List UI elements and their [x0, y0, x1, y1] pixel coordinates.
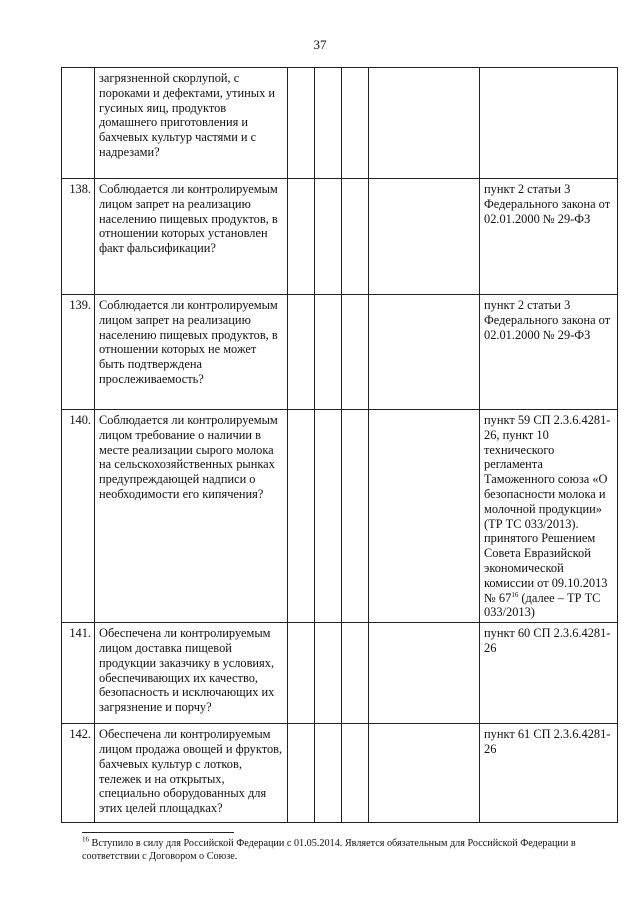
answer-cell-no — [315, 724, 342, 823]
row-number: 140. — [62, 410, 95, 623]
table-row — [62, 623, 618, 724]
row-number: 138. — [62, 179, 95, 295]
note-cell — [369, 623, 480, 724]
row-number: 142. — [62, 724, 95, 823]
answer-cell-no — [315, 410, 342, 623]
answer-cell-na — [342, 179, 369, 295]
footnote-text: Вступило в силу для Российской Федерации с 01.05.2014. Является обязательным для Российской Федерации в соответствии с Договором о Союзе. — [82, 838, 576, 862]
answer-cell-yes — [288, 179, 315, 295]
note-cell — [369, 410, 480, 623]
footnote-divider — [82, 832, 234, 833]
note-cell — [369, 68, 480, 179]
requirement-question: загрязненной скорлупой, с пороками и дефектами, утиных и гусиных яиц, продуктов домашнего приготовления и бахчевых культур частями и с надрезами? — [95, 68, 288, 179]
legal-reference-tail: (далее – ТР ТС 033/2013) — [484, 590, 601, 620]
page-number: 37 — [313, 37, 327, 52]
answer-cell-yes — [288, 295, 315, 410]
answer-cell-na — [342, 623, 369, 724]
answer-cell-yes — [288, 68, 315, 179]
answer-cell-na — [342, 68, 369, 179]
note-cell — [369, 295, 480, 410]
row-number: 141. — [62, 623, 95, 724]
legal-reference: пункт 61 СП 2.3.6.4281-26 — [480, 724, 618, 823]
legal-reference: пункт 2 статьи 3 Федерального закона от 02.01.2000 № 29-ФЗ — [480, 179, 618, 295]
table-row — [62, 68, 618, 179]
footnote-marker: 16 — [511, 590, 519, 599]
legal-reference — [480, 68, 618, 179]
table-row — [62, 179, 618, 295]
requirement-question: Обеспечена ли контролируемым лицом продажа овощей и фруктов, бахчевых культур с лотков, тележек и на открытых, специально оборудованных для этих целей площадках? — [95, 724, 288, 823]
answer-cell-no — [315, 295, 342, 410]
requirement-question: Соблюдается ли контролируемым лицом запрет на реализацию населению пищевых продуктов, в отношении которых установлен факт фальсификации? — [95, 179, 288, 295]
footnote — [82, 837, 612, 863]
table-row — [62, 295, 618, 410]
footnote-number: 16 — [82, 835, 89, 844]
legal-reference-text: пункт 59 СП 2.3.6.4281-26, пункт 10 технического регламента Таможенного союза «О безопасности молока и молочной продукции» (ТР ТС 033/2013). принятого Решением Совета Евразийской экономической комиссии от 09.10.2013 № 67 — [484, 413, 611, 605]
answer-cell-yes — [288, 724, 315, 823]
requirement-question: Соблюдается ли контролируемым лицом запрет на реализацию населению пищевых продуктов, в отношении которых не может быть подтверждена прослеживаемость? — [95, 295, 288, 410]
note-cell — [369, 179, 480, 295]
legal-reference: пункт 2 статьи 3 Федерального закона от 02.01.2000 № 29-ФЗ — [480, 295, 618, 410]
legal-reference: пункт 60 СП 2.3.6.4281-26 — [480, 623, 618, 724]
answer-cell-na — [342, 295, 369, 410]
answer-cell-no — [315, 623, 342, 724]
requirement-question: Соблюдается ли контролируемым лицом требование о наличии в месте реализации сырого молока на сельскохозяйственных рынках предупреждающей надписи о необходимости его кипячения? — [95, 410, 288, 623]
checklist-table — [61, 67, 618, 823]
table-row — [62, 410, 618, 623]
answer-cell-na — [342, 724, 369, 823]
answer-cell-no — [315, 68, 342, 179]
answer-cell-na — [342, 410, 369, 623]
note-cell — [369, 724, 480, 823]
answer-cell-yes — [288, 410, 315, 623]
answer-cell-no — [315, 179, 342, 295]
answer-cell-yes — [288, 623, 315, 724]
requirement-question: Обеспечена ли контролируемым лицом доставка пищевой продукции заказчику в условиях, обеспечивающих их качество, безопасность и исключающих их загрязнение и порчу? — [95, 623, 288, 724]
row-number: 139. — [62, 295, 95, 410]
row-number — [62, 68, 95, 179]
table-row — [62, 724, 618, 823]
legal-reference — [480, 410, 618, 623]
